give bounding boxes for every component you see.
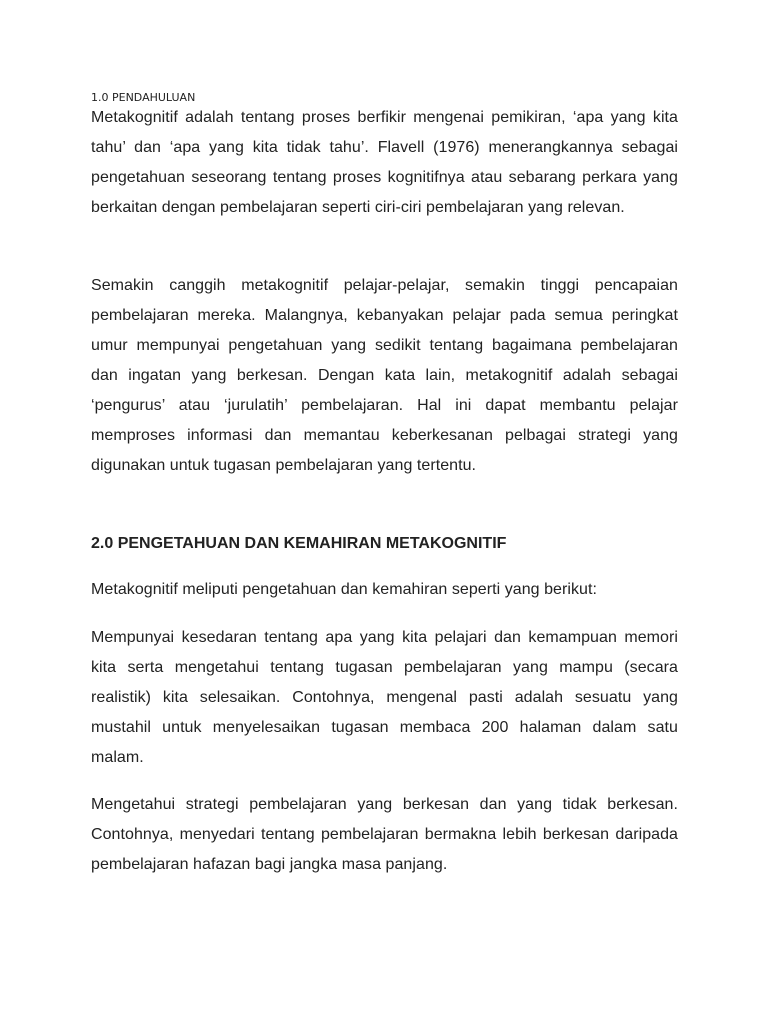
paragraph-awareness: Mempunyai kesedaran tentang apa yang kita pelajari dan kemampuan memori kita serta mengetahui tentang tugasan pembelajaran yang mampu (secara realistik) kita selesaikan. Contohnya, mengenal pasti adalah sesuatu yang mustahil untuk menyelesaikan tugasan membaca 200 halaman dalam satu malam. [91, 629, 678, 766]
paragraph-metakognitif-definition: Metakognitif adalah tentang proses berfikir mengenai pemikiran, ‘apa yang kita tahu’ dan ‘apa yang kita tidak tahu’. Flavell (1976) menerangkannya sebagai pengetahuan seseorang tentang proses kognitifnya atau sebarang perkara yang berkaitan dengan pembelajaran seperti ciri-ciri pembelajaran yang relevan. [91, 109, 678, 216]
section-1-label: 1.0 PENDAHULUAN [91, 91, 196, 104]
paragraph-section-2-intro: Metakognitif meliputi pengetahuan dan kemahiran seperti yang berikut: [91, 581, 597, 598]
paragraph-strategies: Mengetahui strategi pembelajaran yang berkesan dan yang tidak berkesan. Contohnya, menyedari tentang pembelajaran bermakna lebih berkesan daripada pembelajaran hafazan bagi jangka masa panjang. [91, 796, 678, 873]
paragraph-metakognitif-achievement: Semakin canggih metakognitif pelajar-pelajar, semakin tinggi pencapaian pembelajaran mereka. Malangnya, kebanyakan pelajar pada semua peringkat umur mempunyai pengetahuan yang sedikit tentang bagaimana pembelajaran dan ingatan yang berkesan. Dengan kata lain, metakognitif adalah sebagai ‘pengurus’ atau ‘jurulatih’ pembelajaran. Hal ini dapat membantu pelajar memproses informasi dan memantau keberkesanan pelbagai strategi yang digunakan untuk tugasan pembelajaran yang tertentu. [91, 277, 678, 474]
section-2-heading: 2.0 PENGETAHUAN DAN KEMAHIRAN METAKOGNITIF [91, 535, 507, 552]
